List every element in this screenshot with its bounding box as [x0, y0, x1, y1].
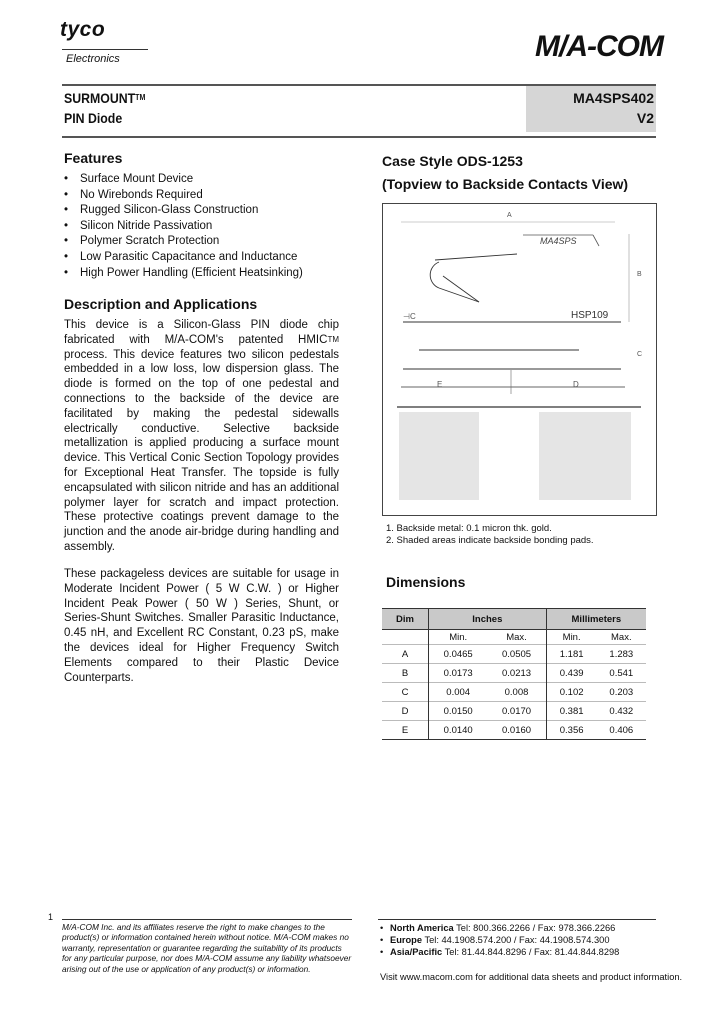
pedestal-arc	[430, 262, 439, 288]
lead-line-mid	[439, 288, 479, 302]
table-cell: 0.102	[546, 683, 596, 702]
dim-label-c: C	[637, 351, 643, 358]
region-label: North America	[390, 923, 454, 933]
chip-marking: MA4SPS	[540, 236, 577, 246]
table-cell: 0.0465	[429, 645, 488, 664]
product-type: PIN Diode	[64, 110, 123, 126]
table-cell: E	[382, 721, 429, 740]
footer-divider-left	[62, 919, 352, 920]
description-heading: Description and Applications	[64, 296, 258, 312]
tyco-logo: tyco	[60, 18, 106, 41]
cathode-mark: ⊣C	[403, 312, 416, 321]
dim-label-e: E	[437, 380, 443, 389]
table-cell: Max.	[611, 631, 632, 643]
website-link[interactable]: Visit www.macom.com for additional data sheets and product information.	[380, 972, 683, 982]
features-heading: Features	[64, 150, 123, 166]
table-row	[382, 721, 646, 740]
contact-list	[380, 922, 619, 958]
table-cell: 0.0173	[429, 664, 488, 683]
page-number: 1	[48, 912, 54, 922]
footer-divider-right	[378, 919, 656, 920]
legal-disclaimer: M/A-COM Inc. and its affiliates reserve the right to make changes to the product(s) or information contained herein without notice. M/A-COM makes no warranty, representation or guarantee regarding the suitability of its products for any particular purpose, nor does M/A-COM assume any liability whatsoever arising out of the use or application of any product(s) or information.	[62, 922, 352, 974]
table-row	[382, 664, 646, 683]
case-style-line1: Case Style ODS-1253	[382, 153, 523, 169]
table-cell: 0.432	[597, 702, 646, 721]
table-cell: 0.004	[429, 683, 488, 702]
list-item: • Low Parasitic Capacitance and Inductance	[64, 250, 303, 266]
col-dim: Dim	[382, 609, 429, 630]
table-cell: 0.356	[546, 721, 596, 740]
table-cell: 0.0140	[429, 721, 488, 740]
dim-label-a: A	[507, 212, 512, 219]
list-item: • High Power Handling (Efficient Heatsinking)	[64, 266, 303, 282]
table-cell	[382, 630, 429, 645]
dim-label-d: D	[573, 380, 579, 389]
table-cell: 1.283	[597, 645, 646, 664]
table-cell: D	[382, 702, 429, 721]
product-line: SURMOUNT	[64, 90, 136, 106]
table-cell: 0.0150	[429, 702, 488, 721]
table-cell: Max.	[506, 631, 527, 643]
part-number: MA4SPS402	[573, 90, 654, 106]
dimensions-heading: Dimensions	[386, 574, 466, 590]
table-cell: 1.181	[546, 645, 596, 664]
list-item: • Polymer Scratch Protection	[64, 234, 303, 250]
note-1: 1. Backside metal: 0.1 micron thk. gold.	[386, 523, 552, 534]
bonding-pad-left	[399, 412, 479, 500]
logo-divider	[62, 49, 148, 50]
table-cell: Min.	[546, 630, 596, 645]
trademark: TM	[135, 93, 146, 102]
case-style-line2: (Topview to Backside Contacts View)	[382, 176, 629, 192]
table-cell: Min.	[429, 630, 488, 645]
hsp-label: HSP109	[571, 310, 609, 321]
description-paragraph-1	[64, 318, 339, 555]
table-cell: 0.0170	[487, 702, 546, 721]
case-style-title	[382, 150, 628, 196]
lead-line-top	[435, 254, 517, 260]
table-cell: C	[382, 683, 429, 702]
col-inches: Inches	[429, 609, 547, 630]
contact-numbers: Tel: 800.366.2266 / Fax: 978.366.2266	[453, 923, 616, 933]
table-cell: 0.439	[546, 664, 596, 683]
dimensions-table	[382, 608, 646, 740]
region-label: Asia/Pacific	[390, 947, 443, 957]
outline-drawing	[383, 204, 656, 515]
note-2: 2. Shaded areas indicate backside bonding pads.	[386, 535, 594, 546]
tyco-electronics-label: Electronics	[66, 53, 120, 65]
macom-logo: M/A-COM	[535, 30, 663, 63]
description-text-b: process. This device features two silicon pedestals embedded in a low loss, low dispersion glass. The diode is formed on the top of one pedestal and connections to the backside of the device are facilitated by making the pedestal sidewalls electrically conductive. Selective backside metallization is applied producing a surface mount device. This Vertical Conic Section Topology provides for Exceptional Heat Transfer. The topside is fully encapsulated with silicon nitride and has an additional polymer layer for scratch and impact protection. These protective coatings prevent damage to the junction and the anode air-bridge during handling and assembly.	[64, 348, 339, 553]
anode-bridge-end	[593, 235, 599, 246]
contact-numbers: Tel: 81.44.844.8296 / Fax: 81.44.844.8298	[442, 947, 620, 957]
col-mm: Millimeters	[546, 609, 646, 630]
list-item: • No Wirebonds Required	[64, 188, 303, 204]
contact-asia-pacific	[380, 946, 619, 958]
table-cell: A	[382, 645, 429, 664]
description-paragraph-2: These packageless devices are suitable for usage in Moderate Incident Power ( 5 W C.W. ) or Higher Incident Peak Power ( 50 W ) Series, Shunt, or Series-Shunt Switches. Smaller Parasitic Inductance, 0.45 nH, and Excellent RC Constant, 0.23 pS, make the devices ideal for Higher Frequency Switch Elements compared to their Plastic Device Counterparts.	[64, 568, 339, 684]
table-cell: 0.203	[597, 683, 646, 702]
table-row	[382, 702, 646, 721]
features-list	[64, 172, 303, 281]
contact-north-america	[380, 922, 619, 934]
table-row	[382, 683, 646, 702]
table-cell: B	[382, 664, 429, 683]
part-info	[530, 88, 654, 128]
table-cell: 0.0505	[487, 645, 546, 664]
table-cell: 0.0213	[487, 664, 546, 683]
case-outline-diagram	[382, 203, 657, 516]
table-cell: 0.381	[546, 702, 596, 721]
version-label: V2	[636, 110, 654, 126]
list-item: • Rugged Silicon-Glass Construction	[64, 203, 303, 219]
lead-line-low	[443, 276, 479, 302]
table-cell: 0.406	[597, 721, 646, 740]
table-cell: 0.0160	[487, 721, 546, 740]
table-cell: 0.008	[487, 683, 546, 702]
diagram-notes	[386, 523, 594, 547]
dim-label-b: B	[637, 271, 642, 278]
table-cell: 0.541	[597, 664, 646, 683]
contact-numbers: Tel: 44.1908.574.200 / Fax: 44.1908.574.300	[422, 935, 610, 945]
table-row	[382, 645, 646, 664]
region-label: Europe	[390, 935, 423, 945]
contact-europe	[380, 934, 619, 946]
hmic-trademark: TM	[327, 334, 339, 344]
list-item: • Surface Mount Device	[64, 172, 303, 188]
product-title	[64, 88, 145, 128]
list-item: • Silicon Nitride Passivation	[64, 219, 303, 235]
bonding-pad-right	[539, 412, 631, 500]
description-text-a: This device is a Silicon-Glass PIN diode chip fabricated with M/A-COM's patented HMIC	[64, 319, 339, 346]
